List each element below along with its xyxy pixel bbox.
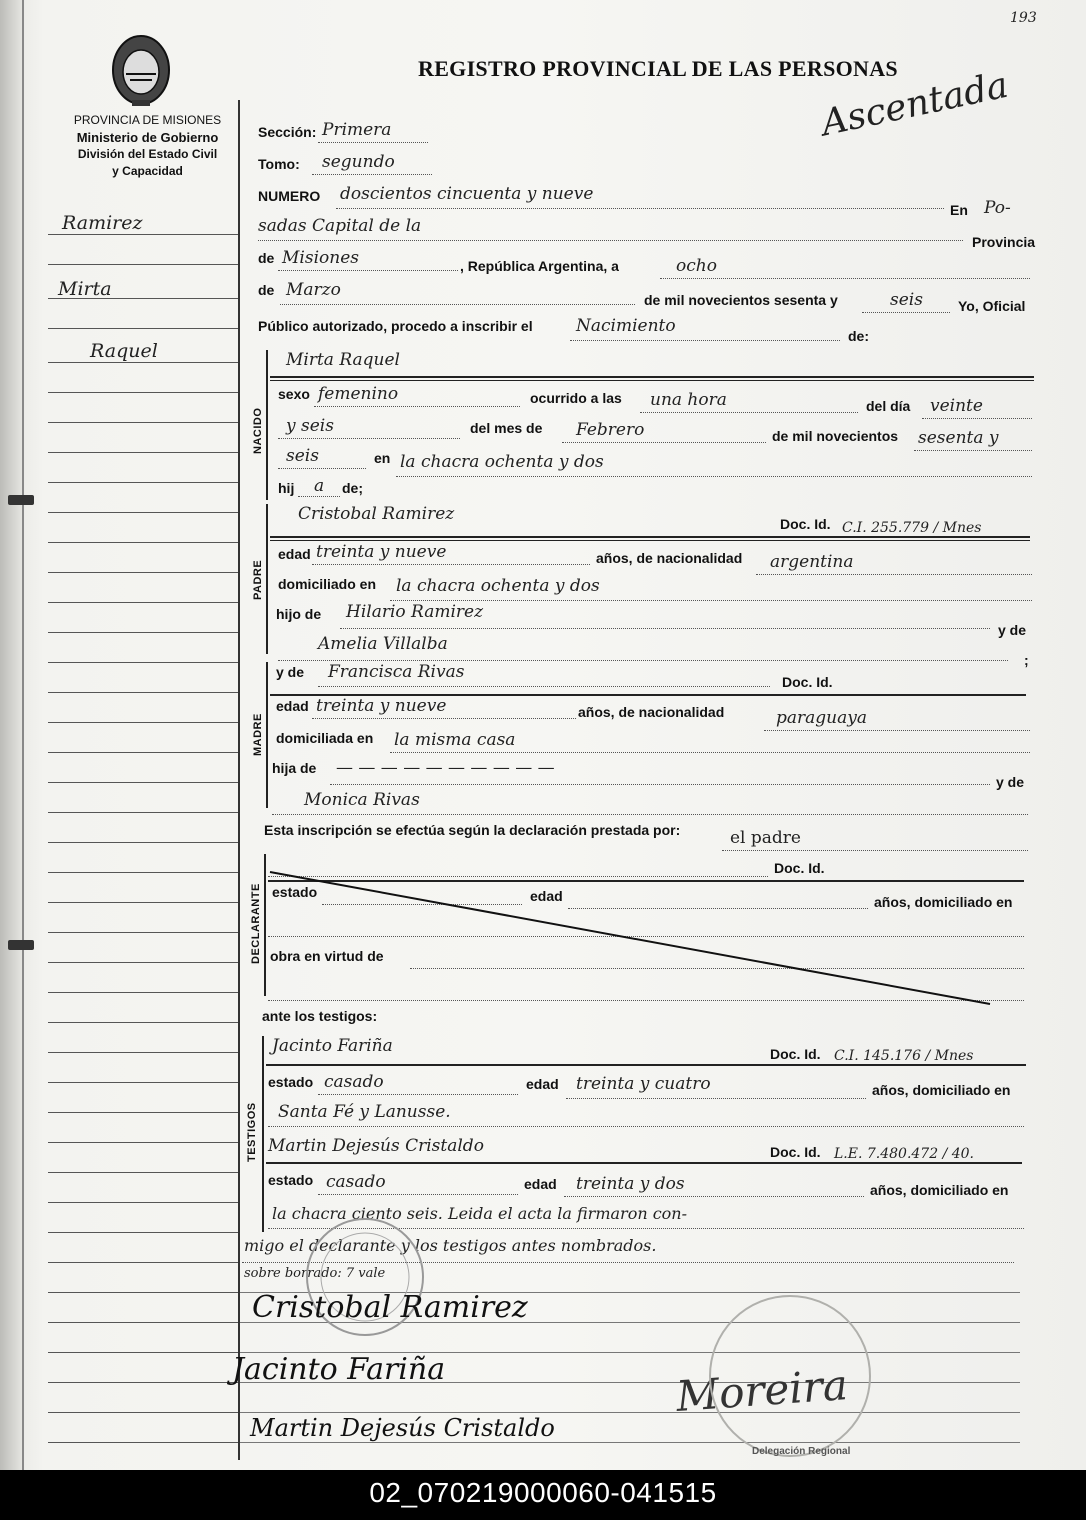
testigo2-doc-label: Doc. Id. xyxy=(770,1144,821,1160)
lugar-value: sadas Capital de la xyxy=(258,216,422,236)
testigos-section-label: TESTIGOS xyxy=(246,1102,258,1162)
declarante-section-label: DECLARANTE xyxy=(250,883,262,964)
padre-nombre-value: Cristobal Ramirez xyxy=(298,504,455,524)
testigo2-nombre-value: Martin Dejesús Cristaldo xyxy=(268,1136,484,1156)
margin-apellido: Ramirez xyxy=(62,212,143,234)
tomo-value: segundo xyxy=(322,152,395,172)
seal-text: Delegación Regional xyxy=(752,1446,851,1457)
testigo1-nombre-value: Jacinto Fariña xyxy=(272,1036,393,1056)
publico-label: Público autorizado, procedo a inscribir el xyxy=(258,318,533,334)
padre-semicolon: ; xyxy=(1024,652,1029,668)
padre-nacionalidad-value: argentina xyxy=(770,552,854,572)
padre-doc-label: Doc. Id. xyxy=(780,516,831,532)
de-mil-label-1: de mil novecientos sesenta y xyxy=(644,292,838,308)
madre-hija-de-value: — — — — — — — — — — xyxy=(336,758,555,778)
anio-value: seis xyxy=(890,290,923,310)
hij-label: hij xyxy=(278,480,295,496)
ministry-label: Ministerio de Gobierno xyxy=(76,130,219,145)
nacido-bracket xyxy=(266,350,268,500)
enmienda-value: sobre borrado: 7 vale xyxy=(244,1266,386,1281)
madre-edad-value: treinta y nueve xyxy=(316,696,447,716)
testigo1-doc-value: C.I. 145.176 / Mnes xyxy=(834,1048,974,1064)
padre-section-label: PADRE xyxy=(252,559,264,600)
madre-hija-de-label: hija de xyxy=(272,760,317,776)
cancellation-diagonal xyxy=(264,870,1004,1010)
de-semicolon-label: de; xyxy=(342,480,363,496)
padre-madre-value: Amelia Villalba xyxy=(318,634,448,654)
declarante-domicilio-label: años, domiciliado en xyxy=(874,894,1013,910)
nombre-nacido-value: Mirta Raquel xyxy=(286,350,400,370)
testigo1-doc-label: Doc. Id. xyxy=(770,1046,821,1062)
mes-nac-value: Febrero xyxy=(576,420,645,440)
anio-nac2-value: seis xyxy=(286,446,319,466)
page-title: REGISTRO PROVINCIAL DE LAS PERSONAS xyxy=(418,56,898,81)
obra-virtud-label: obra en virtud de xyxy=(270,948,384,964)
padre-nacionalidad-label: años, de nacionalidad xyxy=(596,550,743,566)
testigo2-estado-label: estado xyxy=(268,1172,314,1188)
testigo2-doc-value: L.E. 7.480.472 / 40. xyxy=(834,1146,974,1162)
testigo1-estado-label: estado xyxy=(268,1074,314,1090)
provincia-label: Provincia xyxy=(972,234,1036,250)
del-dia-label: del día xyxy=(866,398,911,414)
staple-2 xyxy=(8,940,34,950)
padre-y-de-label: y de xyxy=(998,622,1027,638)
declaracion-label: Esta inscripción se efectúa según la declaración prestada por: xyxy=(264,822,681,838)
padre-bracket xyxy=(266,504,268,654)
madre-domicilio-value: la misma casa xyxy=(394,730,516,750)
hij-suffix-value: a xyxy=(314,476,325,496)
stamp-ascentada: Ascentada xyxy=(817,64,1012,145)
de-label-2: de xyxy=(258,282,275,298)
hora-value: una hora xyxy=(650,390,727,410)
testigo1-estado-value: casado xyxy=(324,1072,384,1092)
nacido-section-label: NACIDO xyxy=(252,407,264,454)
en-value: Po- xyxy=(984,198,1011,218)
padre-hijo-de-label: hijo de xyxy=(276,606,322,622)
signature-cristobal: Cristobal Ramirez xyxy=(252,1290,528,1325)
coat-of-arms-icon xyxy=(108,30,174,110)
ocurrido-label: ocurrido a las xyxy=(530,390,622,406)
testigo2-edad-value: treinta y dos xyxy=(576,1174,685,1194)
de-mil-label-2: de mil novecientos xyxy=(772,428,899,444)
seccion-value: Primera xyxy=(322,120,392,140)
testigo1-edad-value: treinta y cuatro xyxy=(576,1074,711,1094)
numero-label: NUMERO xyxy=(258,188,321,204)
mes-value: Marzo xyxy=(286,280,341,300)
acto-value: Nacimiento xyxy=(576,316,676,336)
margin-nombre1: Mirta xyxy=(58,278,112,300)
yo-oficial-label: Yo, Oficial xyxy=(958,298,1026,314)
dia-nac2-value: y seis xyxy=(286,416,334,436)
testigo2-edad-label: edad xyxy=(524,1176,557,1192)
signature-jacinto: Jacinto Fariña xyxy=(232,1352,446,1387)
binding-line xyxy=(22,0,24,1470)
division-label-2: y Capacidad xyxy=(112,164,183,178)
declarante-doc-label: Doc. Id. xyxy=(774,860,825,876)
testigo1-domicilio-label: años, domiciliado en xyxy=(872,1082,1011,1098)
testigo2-domicilio-label: años, domiciliado en xyxy=(870,1182,1009,1198)
anio-nac-value: sesenta y xyxy=(918,428,999,448)
declarante-value: el padre xyxy=(730,828,801,848)
madre-edad-label: edad xyxy=(276,698,309,714)
binding-edge xyxy=(0,0,24,1470)
madre-madre-value: Monica Rivas xyxy=(304,790,420,810)
madre-nacionalidad-value: paraguaya xyxy=(776,708,867,728)
declarante-estado-label: estado xyxy=(272,884,318,900)
texto-final-value: migo el declarante y los testigos antes nombrados. xyxy=(244,1236,657,1255)
madre-nombre-value: Francisca Rivas xyxy=(328,662,465,682)
dia-nac-value: veinte xyxy=(930,396,983,416)
seccion-label: Sección: xyxy=(258,124,317,140)
madre-bracket xyxy=(266,662,268,808)
del-mes-label: del mes de xyxy=(470,420,543,436)
padre-doc-value: C.I. 255.779 / Mnes xyxy=(842,520,982,536)
signature-oficial: Moreira xyxy=(674,1360,850,1421)
padre-edad-label: edad xyxy=(278,546,311,562)
testigo2-domicilio-value: la chacra ciento seis. Leida el acta la firmaron con- xyxy=(272,1204,688,1223)
province-label: PROVINCIA DE MISIONES xyxy=(73,113,222,127)
madre-domicilio-label: domiciliada en xyxy=(276,730,374,746)
provincia-value: Misiones xyxy=(282,248,359,268)
madre-y-de-label-2: y de xyxy=(996,774,1025,790)
testigo1-domicilio-value: Santa Fé y Lanusse. xyxy=(278,1102,451,1122)
testigo2-estado-value: casado xyxy=(326,1172,386,1192)
ante-testigos-label: ante los testigos: xyxy=(262,1008,378,1024)
column-divider xyxy=(238,100,240,1460)
de-colon-label: de: xyxy=(848,328,869,344)
de-label-1: de xyxy=(258,250,275,266)
signature-martin: Martin Dejesús Cristaldo xyxy=(250,1414,555,1442)
madre-nacionalidad-label: años, de nacionalidad xyxy=(578,704,725,720)
declarante-edad-label: edad xyxy=(530,888,563,904)
margin-nombre2: Raquel xyxy=(90,340,158,362)
padre-domicilio-value: la chacra ochenta y dos xyxy=(396,576,600,596)
padre-hijo-de-value: Hilario Ramirez xyxy=(346,602,484,622)
madre-doc-label: Doc. Id. xyxy=(782,674,833,690)
padre-edad-value: treinta y nueve xyxy=(316,542,447,562)
testigos-bracket xyxy=(262,1036,264,1232)
republica-label: , República Argentina, a xyxy=(460,258,619,274)
tomo-label: Tomo: xyxy=(258,156,300,172)
lugar-nac-value: la chacra ochenta y dos xyxy=(400,452,604,472)
sexo-value: femenino xyxy=(318,384,399,404)
testigo1-edad-label: edad xyxy=(526,1076,559,1092)
en-label-2: en xyxy=(374,450,391,466)
numero-value: doscientos cincuenta y nueve xyxy=(340,184,594,204)
en-label: En xyxy=(950,202,968,218)
scan-id-footer: 02_070219000060-041515 xyxy=(0,1470,1086,1520)
madre-y-de-label: y de xyxy=(276,664,305,680)
dia-value: ocho xyxy=(676,256,717,276)
sexo-label: sexo xyxy=(278,386,310,402)
division-label-1: División del Estado Civil xyxy=(77,147,218,161)
official-seal-icon xyxy=(690,1286,890,1466)
page-corner-number: 193 xyxy=(1010,10,1037,26)
padre-domicilio-label: domiciliado en xyxy=(278,576,377,592)
madre-section-label: MADRE xyxy=(252,713,264,756)
staple-1 xyxy=(8,495,34,505)
